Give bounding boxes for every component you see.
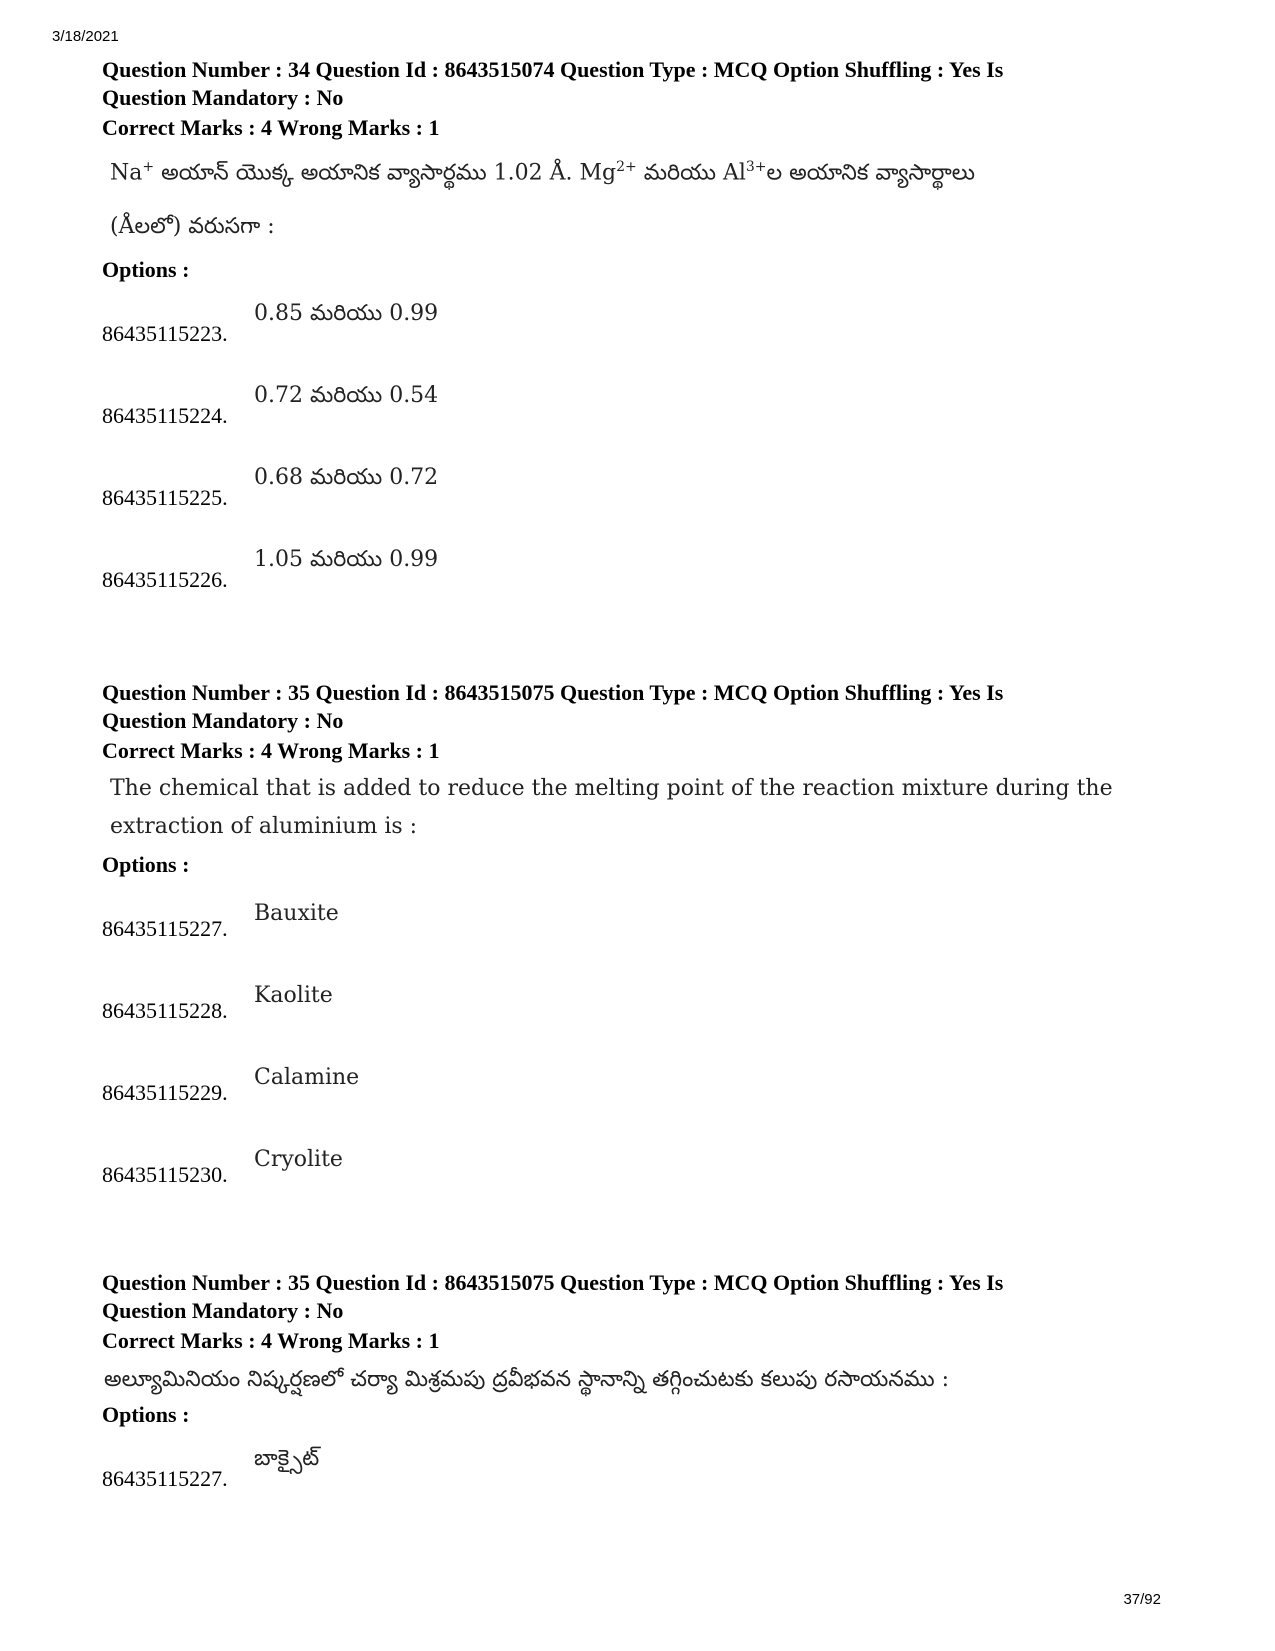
option-id: 86435115224. — [102, 403, 228, 429]
option-text: Bauxite — [254, 901, 339, 926]
option-item[interactable] — [102, 1432, 1202, 1514]
print-date: 3/18/2021 — [52, 28, 119, 45]
text-segment: Na — [110, 160, 143, 186]
option-item[interactable] — [102, 882, 1202, 964]
question-text-line1 — [110, 147, 1202, 193]
option-id: 86435115227. — [102, 916, 228, 941]
question-text-line1: The chemical that is added to reduce the melting point of the reaction mixture during the — [110, 776, 1113, 801]
option-item[interactable] — [102, 533, 1202, 615]
option-id: 86435115230. — [102, 1162, 228, 1187]
page-number: 37/92 — [1123, 1591, 1161, 1608]
marks-line: Correct Marks : 4 Wrong Marks : 1 — [102, 115, 440, 140]
option-item[interactable] — [102, 287, 1202, 369]
question-block-34 — [102, 56, 1202, 615]
option-id: 86435115226. — [102, 567, 228, 593]
options-list — [102, 882, 1202, 1210]
question-header — [102, 679, 1202, 735]
question-block-35-telugu — [102, 1269, 1202, 1514]
options-label: Options : — [102, 257, 190, 283]
option-id: 86435115229. — [102, 1080, 228, 1105]
options-label: Options : — [102, 1402, 190, 1427]
superscript: 2+ — [616, 159, 637, 175]
text-segment: మరియు Al — [636, 160, 746, 186]
marks-line: Correct Marks : 4 Wrong Marks : 1 — [102, 738, 440, 763]
option-text: బాక్సైట్ — [254, 1446, 320, 1471]
question-text — [110, 147, 1202, 247]
option-item[interactable] — [102, 964, 1202, 1046]
question-header-line1: Question Number : 34 Question Id : 8643515074 Question Type : MCQ Option Shuffling : Yes Is — [102, 57, 1004, 82]
question-header-line1: Question Number : 35 Question Id : 8643515075 Question Type : MCQ Option Shuffling : Yes Is — [102, 680, 1004, 705]
text-segment: ల అయానిక వ్యాసార్థాలు — [766, 160, 975, 186]
options-list — [102, 1432, 1202, 1514]
option-item[interactable] — [102, 369, 1202, 451]
question-text-line1: అల్యూమినియం నిష్కర్షణలో చర్యా మిశ్రమపు ద్రవీభవన స్థానాన్ని తగ్గించుటకు కలుపు రసాయనము : — [104, 1367, 950, 1392]
option-item[interactable] — [102, 1046, 1202, 1128]
question-header-line1: Question Number : 35 Question Id : 8643515075 Question Type : MCQ Option Shuffling : Yes Is — [102, 1270, 1004, 1295]
question-header-line2: Question Mandatory : No — [102, 1298, 344, 1323]
question-text-line2: (Åలలో) వరుసగా : — [110, 214, 275, 240]
question-text — [110, 770, 1202, 846]
option-text: Kaolite — [254, 983, 333, 1008]
option-item[interactable] — [102, 1128, 1202, 1210]
option-text: Calamine — [254, 1065, 360, 1090]
option-id: 86435115227. — [102, 1466, 228, 1491]
option-id: 86435115228. — [102, 998, 228, 1023]
options-label: Options : — [102, 852, 190, 877]
option-id: 86435115225. — [102, 485, 228, 511]
question-header — [102, 1269, 1202, 1325]
option-text: 0.68 మరియు 0.72 — [254, 465, 439, 491]
option-id: 86435115223. — [102, 321, 228, 347]
superscript: + — [142, 159, 155, 175]
question-text-line2: extraction of aluminium is : — [110, 814, 418, 839]
superscript: 3+ — [745, 159, 767, 175]
question-header — [102, 56, 1202, 112]
question-header-line2: Question Mandatory : No — [102, 708, 344, 733]
question-text — [104, 1360, 1202, 1400]
option-item[interactable] — [102, 451, 1202, 533]
question-header-line2: Question Mandatory : No — [102, 85, 344, 110]
option-text: 0.85 మరియు 0.99 — [254, 301, 439, 327]
marks-line: Correct Marks : 4 Wrong Marks : 1 — [102, 1328, 440, 1353]
option-text: 1.05 మరియు 0.99 — [254, 547, 439, 573]
options-list — [102, 287, 1202, 615]
text-segment: అయాన్ యొక్క అయానిక వ్యాసార్థము 1.02 Å. Mg — [154, 160, 617, 186]
option-text: Cryolite — [254, 1147, 343, 1172]
option-text: 0.72 మరియు 0.54 — [254, 383, 439, 409]
question-block-35-english — [102, 679, 1202, 1210]
